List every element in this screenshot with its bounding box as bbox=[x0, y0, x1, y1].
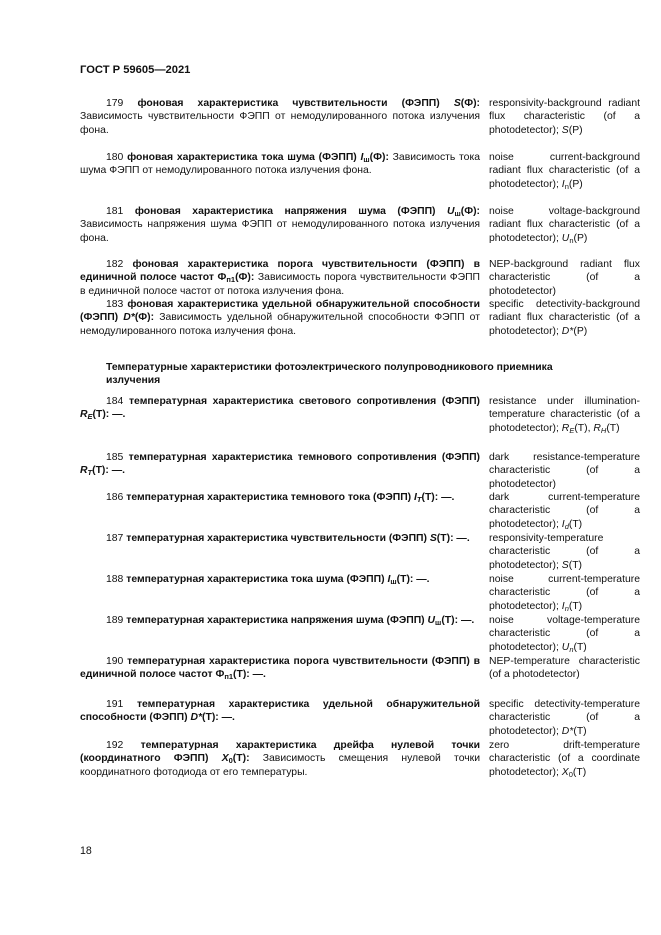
term-name: фоновая характеристика тока шума (ФЭПП) bbox=[127, 152, 357, 163]
section-title: Температурные характеристики фотоэлектрического полупроводникового приемника излучения bbox=[106, 362, 553, 387]
term-en: specific detectivity-background radiant flux characteristic (of a photodetector); D*(P) bbox=[489, 299, 640, 337]
term-definition: Зависимость смещения нулевой точки координатного фотодиода от его температуры. bbox=[80, 753, 481, 778]
term-ru: 190 температурная характеристика порога чувствительности (ФЭПП) в единичной полосе частот $Ф_{п1}(T)$: —. bbox=[80, 656, 480, 682]
term-en: resistance under illumination-temperature characteristic (of a photodetector); $R_E(T)$, $R_H(T)$ bbox=[489, 396, 640, 435]
term-ru: 179 фоновая характеристика чувствительности (ФЭПП) S(Ф): Зависимость чувствительности ФЭПП от немодулированного потока излучения фона. bbox=[80, 98, 481, 136]
term-name: температурная характеристика тока шума (ФЭПП) bbox=[126, 574, 385, 585]
term-definition: Зависимость порога чувствительности ФЭПП в единичной полосе частот от потока излучения фона. bbox=[80, 272, 481, 297]
term-ru: 183 фоновая характеристика удельной обнаружительной способности (ФЭПП) D*(Ф): Зависимость удельной обнаружительной способности ФЭПП от немодулированного потока излучения фона. bbox=[80, 299, 480, 337]
term-en: noise current-temperature characteristic (of a photodetector); $I_n(T)$ bbox=[489, 574, 640, 613]
term-ru: 186 температурная характеристика темнового тока (ФЭПП) $I_T(T)$: —. bbox=[106, 492, 455, 504]
term-name: температурная характеристика напряжения шума (ФЭПП) bbox=[126, 615, 425, 626]
term-name: фоновая характеристика удельной обнаружительной способности (ФЭПП) bbox=[80, 299, 480, 324]
term-name: температурная характеристика порога чувствительности (ФЭПП) в единичной полосе частот bbox=[80, 656, 480, 681]
term-ru: 192 температурная характеристика дрейфа нулевой точки (координатного ФЭПП) $X_0(T)$: Зависимость смещения нулевой точки координатного фотодиода от его температуры. bbox=[80, 740, 481, 778]
term-en: NEP-background radiant flux characteristic (of a photodetector) bbox=[489, 259, 640, 297]
term-definition: Зависимость напряжения шума ФЭПП от немодулированного потока излучения фона. bbox=[80, 219, 480, 244]
term-definition: Зависимость тока шума ФЭПП от немодулированного потока излучения фона. bbox=[80, 152, 481, 177]
term-en: noise voltage-background radiant flux characteristic (of a photodetector); $U_n(P)$ bbox=[489, 206, 640, 245]
term-name: температурная характеристика светового сопротивления bbox=[128, 396, 437, 407]
document-header: ГОСТ Р 59605—2021 bbox=[80, 64, 191, 76]
term-name: фоновая характеристика порога чувствительности (ФЭПП) в единичной полосе частот bbox=[80, 259, 481, 284]
term-name: температурная характеристика дрейфа нулевой точки (координатного ФЭПП) bbox=[80, 740, 480, 765]
term-ru: 184 температурная характеристика светового сопротивления (ФЭПП) $R_E(T)$: —. bbox=[80, 396, 480, 422]
term-name: фоновая характеристика чувствительности (ФЭПП) bbox=[137, 98, 440, 109]
term-ru: 187 температурная характеристика чувствительности (ФЭПП) S(T): —. bbox=[106, 533, 470, 544]
term-en: noise current-background radiant flux characteristic (of a photodetector); $I_n(P)$ bbox=[489, 152, 640, 191]
term-name: фоновая характеристика напряжения шума (ФЭПП) bbox=[134, 206, 436, 217]
term-ru: 188 температурная характеристика тока шума (ФЭПП) $I_ш(T)$: —. bbox=[106, 574, 430, 586]
term-en: specific detectivity-temperature characteristic (of a photodetector); D*(T) bbox=[489, 699, 640, 737]
term-ru: 189 температурная характеристика напряжения шума (ФЭПП) $U_ш(T)$: —. bbox=[106, 615, 475, 627]
term-name: температурная характеристика темнового тока (ФЭПП) bbox=[126, 492, 412, 503]
term-definition: Зависимость удельной обнаружительной способности ФЭПП от немодулированного потока излучения фона. bbox=[80, 312, 480, 337]
term-en: responsivity-temperature characteristic (of a photodetector); S(T) bbox=[489, 533, 640, 571]
term-name: температурная характеристика темнового сопротивления bbox=[128, 452, 437, 463]
term-ru: 181 фоновая характеристика напряжения шума (ФЭПП) $U_ш(Ф)$: Зависимость напряжения шума ФЭПП от немодулированного потока излучения фона. bbox=[80, 206, 480, 244]
page-number: 18 bbox=[80, 845, 92, 857]
term-ru: 185 температурная характеристика темнового сопротивления (ФЭПП) $R_T(T)$: —. bbox=[80, 452, 481, 478]
term-en: dark current-temperature characteristic (of a photodetector); $I_d(T)$ bbox=[489, 492, 640, 531]
term-ru: 191 температурная характеристика удельной обнаружительной способности (ФЭПП) D*(T): —. bbox=[80, 699, 480, 724]
term-en: responsivity-background radiant flux characteristic (of a photodetector); S(P) bbox=[489, 98, 640, 136]
term-definition: Зависимость чувствительности ФЭПП от немодулированного потока излучения фона. bbox=[80, 111, 480, 136]
term-ru: 180 фоновая характеристика тока шума (ФЭПП) $I_ш(Ф)$: Зависимость тока шума ФЭПП от немодулированного потока излучения фона. bbox=[80, 152, 481, 177]
term-en: NEP-temperature characteristic (of a photodetector) bbox=[489, 656, 640, 681]
term-en: dark resistance-temperature characteristic (of a photodetector) bbox=[489, 452, 640, 490]
term-en: zero drift-temperature characteristic (of a coordinate photodetector); $X_0(T)$ bbox=[489, 740, 640, 779]
term-symbol: S bbox=[453, 98, 461, 109]
term-ru: 182 фоновая характеристика порога чувствительности (ФЭПП) в единичной полосе частот $Ф_{п1}(Ф)$: Зависимость порога чувствительности ФЭПП в единичной полосе частот от потока излучения фона. bbox=[80, 259, 481, 297]
term-en: noise voltage-temperature characteristic (of a photodetector); $U_n(T)$ bbox=[489, 615, 640, 654]
term-name: температурная характеристика удельной обнаружительной способности (ФЭПП) bbox=[80, 699, 480, 724]
term-name: температурная характеристика чувствительности (ФЭПП) bbox=[126, 533, 427, 544]
